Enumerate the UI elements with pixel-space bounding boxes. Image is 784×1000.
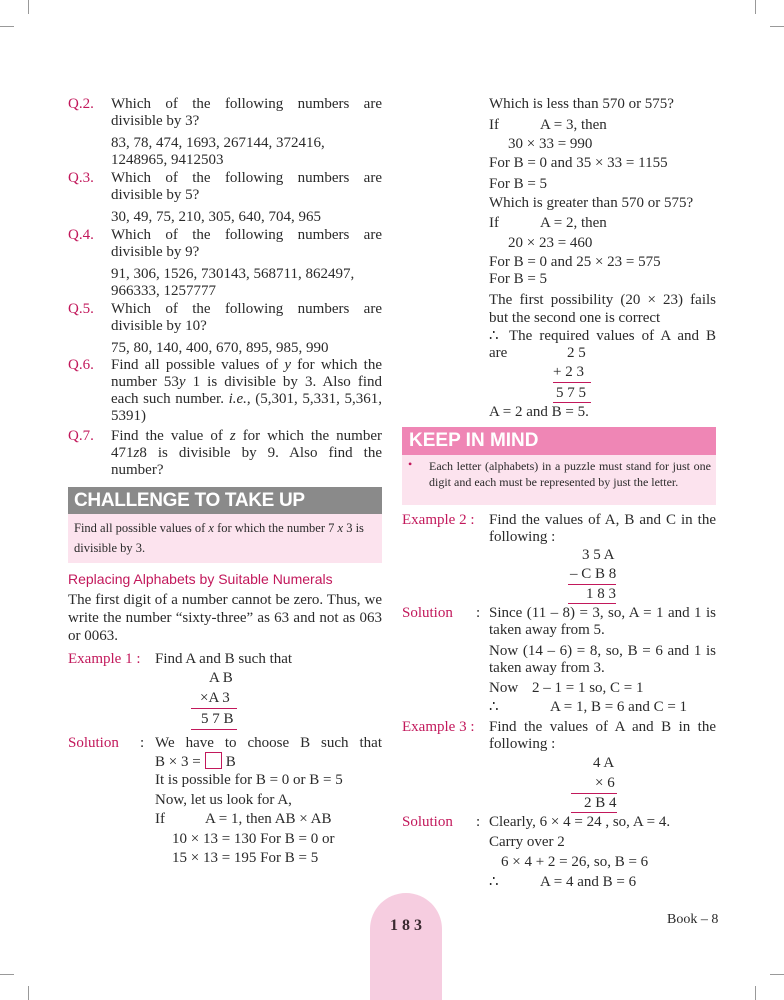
crop-mark [770,974,784,975]
solution-label: Solution [68,735,119,751]
solution-line: For B = 5 [489,176,548,192]
page-number-tab [370,893,442,1000]
challenge-title: CHALLENGE TO TAKE UP [74,490,305,511]
puzzle-row: 3 5 A [582,547,615,563]
keep-in-mind-text: Each letter (alphabets) in a puzzle must stand for just one digit and each must be represented by just the letter. [429,459,711,489]
example-3-label: Example 3 : [402,719,475,735]
page-number: 1 8 3 [390,917,422,934]
therefore-symbol: ∴ [489,328,499,344]
solution-line: Now, let us look for A, [155,792,292,808]
solution-line: 2 – 1 = 1 so, C = 1 [532,680,644,696]
solution-line: 10 × 13 = 130 For B = 0 or [172,831,335,847]
solution-colon: : [476,605,481,621]
blank-box [205,752,222,769]
crop-mark [0,974,14,975]
puzzle-rule [553,382,591,383]
challenge-box [68,514,382,563]
puzzle-rule [571,812,617,813]
question-text: Which of the following numbers are divisible by 5? [111,170,382,203]
question-number: Q.2. [68,96,94,112]
therefore-symbol: ∴ [489,874,499,890]
example-2-label: Example 2 : [402,512,475,528]
solution-line: A = 1, then AB × AB [205,811,332,827]
question-numbers: 91, 306, 1526, 730143, 568711, 862497, 966333, 1257777 [111,266,355,299]
question-text: Find all possible values of y for which the number 53y 1 is divisible by 3. Also find each such number. i.e., (5,301, 5,331, 5,361, 5391) [111,357,382,424]
keep-in-mind-title: KEEP IN MIND [409,430,539,451]
solution-line: We have to choose B such that [155,735,382,751]
question-q4 [68,227,382,300]
solution-line: For B = 0 and 25 × 23 = 575 [489,254,661,270]
question-q3 [68,170,382,226]
solution-line: For B = 5 [489,271,548,287]
question-number: Q.4. [68,227,94,243]
solution-line: 20 × 23 = 460 [508,235,593,251]
question-q2 [68,96,382,169]
solution-line: 30 × 33 = 990 [508,136,593,152]
puzzle-rule [571,793,617,794]
solution-line: For B = 0 and 35 × 33 = 1155 [489,155,668,171]
section-title: Replacing Alphabets by Suitable Numerals [68,571,333,587]
puzzle-rule [568,603,616,604]
solution-paragraph: Now (14 – 6) = 8, so, B = 6 and 1 is taken away from 3. [489,643,716,676]
solution-paragraph: Since (11 – 8) = 3, so, A = 1 and 1 is taken away from 5. [489,605,716,638]
puzzle-row: 2 5 [567,345,586,361]
book-label: Book – 8 [667,912,719,927]
puzzle-row: ×A 3 [200,690,230,706]
puzzle-row: × 6 [595,775,615,791]
crop-mark [28,986,29,1000]
solution-line: Which is greater than 570 or 575? [489,195,694,211]
solution-line: 15 × 13 = 195 For B = 5 [172,850,319,866]
keep-in-mind-box [402,455,716,505]
example-1-label: Example 1 : [68,651,141,667]
example-2-text: Find the values of A, B and C in the following : [489,512,716,545]
crop-mark [755,0,756,14]
crop-mark [0,26,14,27]
question-number: Q.6. [68,357,94,373]
question-number: Q.5. [68,301,94,317]
solution-answer: A = 2 and B = 5. [489,404,589,420]
puzzle-row: A B [209,670,233,686]
puzzle-row: + 2 3 [553,364,584,380]
solution-line-if: If [155,811,165,827]
example-3-text: Find the values of A and B in the following : [489,719,716,752]
solution-line: A = 3, then [540,117,607,133]
bullet: • [408,457,413,471]
question-number: Q.7. [68,428,94,444]
replacing-paragraph: The first digit of a number cannot be zero. Thus, we write the number “sixty-three” as 63 and not as 063 or 0063. [68,592,382,644]
crop-mark [755,986,756,1000]
solution-paragraph: The first possibility (20 × 23) fails but the second one is correct [489,292,716,326]
keep-in-mind-heading [402,427,716,455]
question-text: Find the value of z for which the number 471z8 is divisible by 9. Also find the number? [111,428,382,478]
solution-colon: : [476,814,481,830]
puzzle-rule [553,402,591,403]
crop-mark [28,0,29,14]
challenge-heading [68,487,382,514]
question-q5 [68,301,382,357]
crop-mark [770,26,784,27]
solution-line: The required values of A and B [509,328,716,344]
example-1-text: Find A and B such that [155,651,293,667]
solution-label: Solution [402,814,453,830]
solution-line: A = 2, then [540,215,607,231]
question-text: Which of the following numbers are divisible by 3? [111,96,382,129]
puzzle-rule [191,708,237,709]
puzzle-row: 1 8 3 [586,586,616,602]
solution-label: Solution [402,605,453,621]
solution-line: B × 3 = B [155,754,236,770]
question-q6 [68,357,382,425]
therefore-symbol: ∴ [489,699,499,715]
solution-line: Clearly, 6 × 4 = 24 , so, A = 4. [489,814,671,830]
question-numbers: 30, 49, 75, 210, 305, 640, 704, 965 [111,209,321,225]
solution-line: Which is less than 570 or 575? [489,96,674,112]
solution-colon: : [140,735,145,751]
solution-line: are [489,345,508,361]
question-numbers: 75, 80, 140, 400, 670, 895, 985, 990 [111,340,329,356]
puzzle-rule [568,584,616,585]
solution-line-if: If [489,215,499,231]
question-number: Q.3. [68,170,94,186]
solution-line: Now [489,680,519,696]
solution-line: It is possible for B = 0 or B = 5 [155,772,343,788]
solution-line: A = 4 and B = 6 [540,874,637,890]
puzzle-rule [191,729,237,730]
question-q7 [68,428,382,479]
question-numbers: 83, 78, 474, 1693, 267144, 372416, 1248965, 9412503 [111,135,325,168]
solution-line: Carry over 2 [489,834,565,850]
solution-line: 6 × 4 + 2 = 26, so, B = 6 [501,854,649,870]
puzzle-row: – C B 8 [570,566,617,582]
challenge-text: Find all possible values of x for which the number 7 x 3 is divisible by 3. [74,521,364,555]
solution-line-if: If [489,117,499,133]
question-text: Which of the following numbers are divisible by 10? [111,301,382,334]
puzzle-row: 5 7 B [201,711,234,727]
puzzle-row: 2 B 4 [584,795,617,811]
puzzle-row: 5 7 5 [556,385,586,401]
question-text: Which of the following numbers are divisible by 9? [111,227,382,260]
puzzle-row: 4 A [593,755,615,771]
solution-line: A = 1, B = 6 and C = 1 [550,699,688,715]
